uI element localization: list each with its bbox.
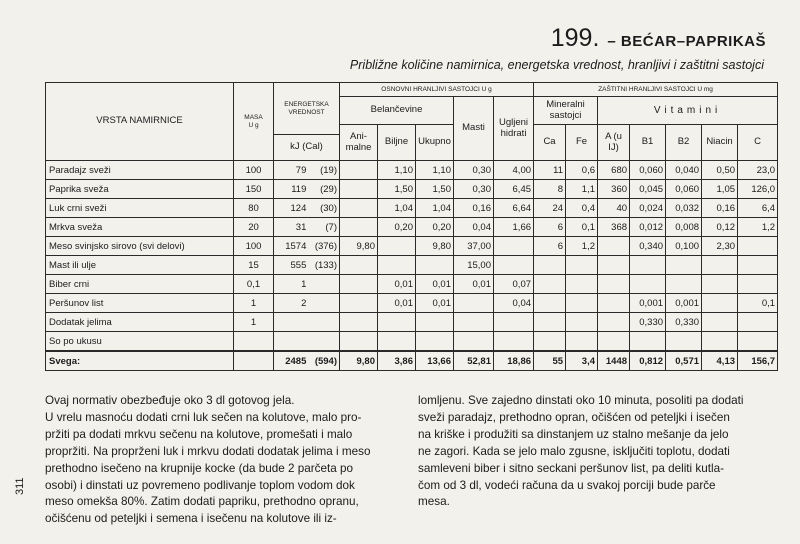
cell-c [738, 237, 778, 256]
cell-fe: 1,1 [566, 180, 598, 199]
cell-plant: 1,10 [378, 161, 416, 180]
cell-b2: 0,060 [666, 180, 702, 199]
text-line: očišćenu od peteljki i semena i isečenu na kolutove ili iz- [45, 512, 337, 526]
cell-total: 13,66 [416, 351, 454, 371]
cell-plant: 0,01 [378, 275, 416, 294]
cell-a: 40 [598, 199, 630, 218]
cell-fat: 37,00 [454, 237, 494, 256]
cell-c [738, 275, 778, 294]
table-row [46, 275, 778, 294]
header-proteins: Belančevine [340, 97, 454, 125]
cell-ingredient: Dodatak jelima [46, 313, 234, 332]
cell-fat [454, 313, 494, 332]
cell-a [598, 294, 630, 313]
cell-energy: 2485 (594) [274, 351, 340, 371]
cell-fe: 1,2 [566, 237, 598, 256]
cell-plant: 1,04 [378, 199, 416, 218]
nutrition-table [45, 82, 778, 371]
cell-animal [340, 275, 378, 294]
cell-mass [234, 332, 274, 352]
cell-total [416, 313, 454, 332]
header-animal: Ani- malne [340, 125, 378, 161]
header-carbs: Ugljeni hidrati [494, 97, 534, 161]
cell-fat: 0,30 [454, 180, 494, 199]
cell-ca [534, 256, 566, 275]
cell-ca [534, 294, 566, 313]
cell-ca [534, 332, 566, 352]
cell-total: 0,01 [416, 294, 454, 313]
cell-energy: 31 (7) [274, 218, 340, 237]
cell-niacin: 0,16 [702, 199, 738, 218]
cell-c: 6,4 [738, 199, 778, 218]
header-b1: B1 [630, 125, 666, 161]
cell-energy: 79 (19) [274, 161, 340, 180]
table-row [46, 161, 778, 180]
cell-total: 1,04 [416, 199, 454, 218]
cell-b1: 0,045 [630, 180, 666, 199]
text-line: osobi) i dinstati uz povremeno podlivanje toplom vodom dok [45, 478, 355, 492]
recipe-title [551, 24, 766, 53]
cell-energy: 124 (30) [274, 199, 340, 218]
cell-carb: 0,04 [494, 294, 534, 313]
table-row [46, 332, 778, 352]
cell-niacin [702, 256, 738, 275]
cell-energy [274, 313, 340, 332]
cell-b2: 0,100 [666, 237, 702, 256]
cell-mass: 20 [234, 218, 274, 237]
cell-c: 1,2 [738, 218, 778, 237]
cell-fe [566, 332, 598, 352]
cell-fe [566, 294, 598, 313]
text-line: propržiti. Na proprženi luk i mrkvu dodati dodatak jelima i meso [45, 444, 371, 458]
cell-carb: 6,45 [494, 180, 534, 199]
cell-ca: 8 [534, 180, 566, 199]
cell-fat: 15,00 [454, 256, 494, 275]
cell-fat [454, 332, 494, 352]
cell-a [598, 275, 630, 294]
cell-ca: 11 [534, 161, 566, 180]
cell-b1: 0,340 [630, 237, 666, 256]
text-line: lomljenu. Sve zajedno dinstati oko 10 minuta, posoliti pa dodati [418, 394, 744, 407]
cell-animal [340, 332, 378, 352]
cell-animal [340, 294, 378, 313]
text-line: U vrelu masnoću dodati crni luk sečen na kolutove, malo pro- [45, 410, 362, 424]
cell-fat: 0,04 [454, 218, 494, 237]
header-ingredient: VRSTA NAMIRNICE [46, 83, 234, 161]
cell-energy: 119 (29) [274, 180, 340, 199]
cell-fat: 0,30 [454, 161, 494, 180]
cell-b2 [666, 332, 702, 352]
cell-niacin: 0,50 [702, 161, 738, 180]
header-protein-total: Ukupno [416, 125, 454, 161]
cell-c: 126,0 [738, 180, 778, 199]
cell-plant: 0,20 [378, 218, 416, 237]
text-line: sveži paradajz, prethodno opran, očišćen od peteljki i isečen [418, 410, 730, 424]
header-fats: Masti [454, 97, 494, 161]
cell-animal [340, 256, 378, 275]
cell-carb [494, 256, 534, 275]
cell-c: 156,7 [738, 351, 778, 371]
cell-b2 [666, 275, 702, 294]
cell-b1 [630, 256, 666, 275]
cell-fe: 0,6 [566, 161, 598, 180]
cell-carb [494, 332, 534, 352]
cell-plant: 3,86 [378, 351, 416, 371]
cell-ingredient: Paradajz sveži [46, 161, 234, 180]
text-line: Ovaj normativ obezbeđuje oko 3 dl gotovog jela. [45, 394, 295, 407]
cell-animal: 9,80 [340, 237, 378, 256]
text-line: pržiti pa dodati mrkvu sečenu na kolutove, promešati i malo [45, 427, 353, 441]
cell-fat: 0,16 [454, 199, 494, 218]
cell-ca: 55 [534, 351, 566, 371]
instructions-column-2 [418, 393, 767, 511]
header-basic-nutrients: OSNOVNI HRANLJIVI SASTOJCI U g [340, 83, 534, 97]
table-subtitle: Približne količine namirnica, energetska vrednost, hranljivi i zaštitni sastojci [349, 58, 764, 72]
cell-fat [454, 294, 494, 313]
text-line: mesa. [418, 495, 450, 509]
text-line: na kriške i produžiti sa dinstanjem uz stalno mešanje da jelo [418, 427, 729, 441]
cell-ingredient: Biber crni [46, 275, 234, 294]
cell-niacin [702, 275, 738, 294]
cell-ca [534, 313, 566, 332]
cell-b1 [630, 332, 666, 352]
table-row [46, 256, 778, 275]
instructions-column-1 [45, 393, 388, 528]
cell-a: 1448 [598, 351, 630, 371]
cell-animal: 9,80 [340, 351, 378, 371]
cell-carb: 4,00 [494, 161, 534, 180]
cell-ca: 24 [534, 199, 566, 218]
cell-a: 680 [598, 161, 630, 180]
cell-b2: 0,040 [666, 161, 702, 180]
cell-ingredient: Mast ili ulje [46, 256, 234, 275]
header-vitamins: Vitamini [598, 97, 778, 125]
cell-c [738, 313, 778, 332]
table-row [46, 180, 778, 199]
table-row [46, 313, 778, 332]
cell-animal [340, 180, 378, 199]
cell-mass: 15 [234, 256, 274, 275]
cell-animal [340, 199, 378, 218]
cell-animal [340, 161, 378, 180]
page-number: 311 [14, 477, 26, 495]
cell-carb [494, 313, 534, 332]
cell-plant [378, 237, 416, 256]
cell-carb: 18,86 [494, 351, 534, 371]
cell-energy: 2 [274, 294, 340, 313]
cell-c: 0,1 [738, 294, 778, 313]
cell-animal [340, 218, 378, 237]
cell-total: 1,50 [416, 180, 454, 199]
cell-plant [378, 313, 416, 332]
text-line: ne zagori. Kada se jelo malo zgusne, isključiti toplotu, dodati [418, 444, 730, 458]
cell-plant: 0,01 [378, 294, 416, 313]
cell-mass: 100 [234, 161, 274, 180]
table-row [46, 199, 778, 218]
table-row [46, 218, 778, 237]
cell-ingredient: Meso svinjsko sirovo (svi delovi) [46, 237, 234, 256]
cell-b2: 0,571 [666, 351, 702, 371]
cell-niacin: 1,05 [702, 180, 738, 199]
cell-b1: 0,812 [630, 351, 666, 371]
cell-niacin [702, 313, 738, 332]
cell-a [598, 313, 630, 332]
cell-fat: 52,81 [454, 351, 494, 371]
cell-b1 [630, 275, 666, 294]
cell-total: 0,20 [416, 218, 454, 237]
cell-niacin [702, 332, 738, 352]
cell-niacin [702, 294, 738, 313]
cell-carb: 0,07 [494, 275, 534, 294]
cell-mass: 100 [234, 237, 274, 256]
cell-plant [378, 256, 416, 275]
cell-ingredient: Peršunov list [46, 294, 234, 313]
cell-fat: 0,01 [454, 275, 494, 294]
cell-a [598, 332, 630, 352]
text-line: prethodno isečeno na krupnije kocke (da bude 2 parčeta po [45, 461, 353, 475]
header-niacin: Niacin [702, 125, 738, 161]
cell-fe: 0,1 [566, 218, 598, 237]
cell-ca [534, 275, 566, 294]
text-line: čom od 3 dl, vodeći računa da u svakoj porciji bude parče [418, 478, 716, 492]
cell-b1: 0,330 [630, 313, 666, 332]
cell-a [598, 237, 630, 256]
cell-mass: 80 [234, 199, 274, 218]
header-protective-nutrients: ZAŠTITNI HRANLJIVI SASTOJCI U mg [534, 83, 778, 97]
header-c: C [738, 125, 778, 161]
header-minerals: Mineralni sastojci [534, 97, 598, 125]
cell-ca: 6 [534, 218, 566, 237]
cell-carb: 6,64 [494, 199, 534, 218]
header-b2: B2 [666, 125, 702, 161]
cell-a: 368 [598, 218, 630, 237]
cell-carb [494, 237, 534, 256]
table-total-row [46, 351, 778, 371]
cell-total [416, 332, 454, 352]
cell-total: 0,01 [416, 275, 454, 294]
cell-b1: 0,060 [630, 161, 666, 180]
cell-total: 9,80 [416, 237, 454, 256]
cell-c [738, 332, 778, 352]
cell-animal [340, 313, 378, 332]
text-line: samleveni biber i sitno seckani peršunov list, pa deliti kutla- [418, 461, 724, 475]
cell-niacin: 2,30 [702, 237, 738, 256]
cell-c [738, 256, 778, 275]
table-row [46, 294, 778, 313]
header-plant: Biljne [378, 125, 416, 161]
cell-c: 23,0 [738, 161, 778, 180]
cell-fe: 0,4 [566, 199, 598, 218]
cell-b1: 0,024 [630, 199, 666, 218]
cell-ingredient: Paprika sveža [46, 180, 234, 199]
cell-ingredient: So po ukusu [46, 332, 234, 352]
cell-carb: 1,66 [494, 218, 534, 237]
header-vitamin-a: A (u IJ) [598, 125, 630, 161]
cell-mass [234, 351, 274, 371]
header-energy: ENERGETSKA VREDNOST [274, 83, 340, 135]
cell-mass: 1 [234, 294, 274, 313]
cell-total: 1,10 [416, 161, 454, 180]
cell-b2: 0,008 [666, 218, 702, 237]
header-energy-units: kJ (Cal) [274, 135, 340, 161]
cell-fe [566, 275, 598, 294]
cell-mass: 0,1 [234, 275, 274, 294]
cell-niacin: 0,12 [702, 218, 738, 237]
cell-b2 [666, 256, 702, 275]
header-ca: Ca [534, 125, 566, 161]
cell-fe: 3,4 [566, 351, 598, 371]
cell-a [598, 256, 630, 275]
cell-plant [378, 332, 416, 352]
header-mass: MASA U g [234, 83, 274, 161]
cell-a: 360 [598, 180, 630, 199]
table-row [46, 237, 778, 256]
cell-mass: 1 [234, 313, 274, 332]
cell-fe [566, 256, 598, 275]
cell-b2: 0,330 [666, 313, 702, 332]
cell-b1: 0,012 [630, 218, 666, 237]
cell-energy [274, 332, 340, 352]
header-fe: Fe [566, 125, 598, 161]
cell-total [416, 256, 454, 275]
cell-plant: 1,50 [378, 180, 416, 199]
cell-fe [566, 313, 598, 332]
cell-ingredient: Svega: [46, 351, 234, 371]
recipe-number: 199. [550, 24, 600, 52]
cell-mass: 150 [234, 180, 274, 199]
cell-b1: 0,001 [630, 294, 666, 313]
cell-energy: 1574 (376) [274, 237, 340, 256]
cell-b2: 0,032 [666, 199, 702, 218]
cell-b2: 0,001 [666, 294, 702, 313]
cell-niacin: 4,13 [702, 351, 738, 371]
cell-energy: 1 [274, 275, 340, 294]
recipe-name: – BEĆAR–PAPRIKAŠ [607, 33, 766, 50]
text-line: meso omekša 80%. Zatim dodati papriku, prethodno opranu, [45, 495, 359, 509]
cell-ca: 6 [534, 237, 566, 256]
cell-ingredient: Luk crni sveži [46, 199, 234, 218]
cell-energy: 555 (133) [274, 256, 340, 275]
cell-ingredient: Mrkva sveža [46, 218, 234, 237]
